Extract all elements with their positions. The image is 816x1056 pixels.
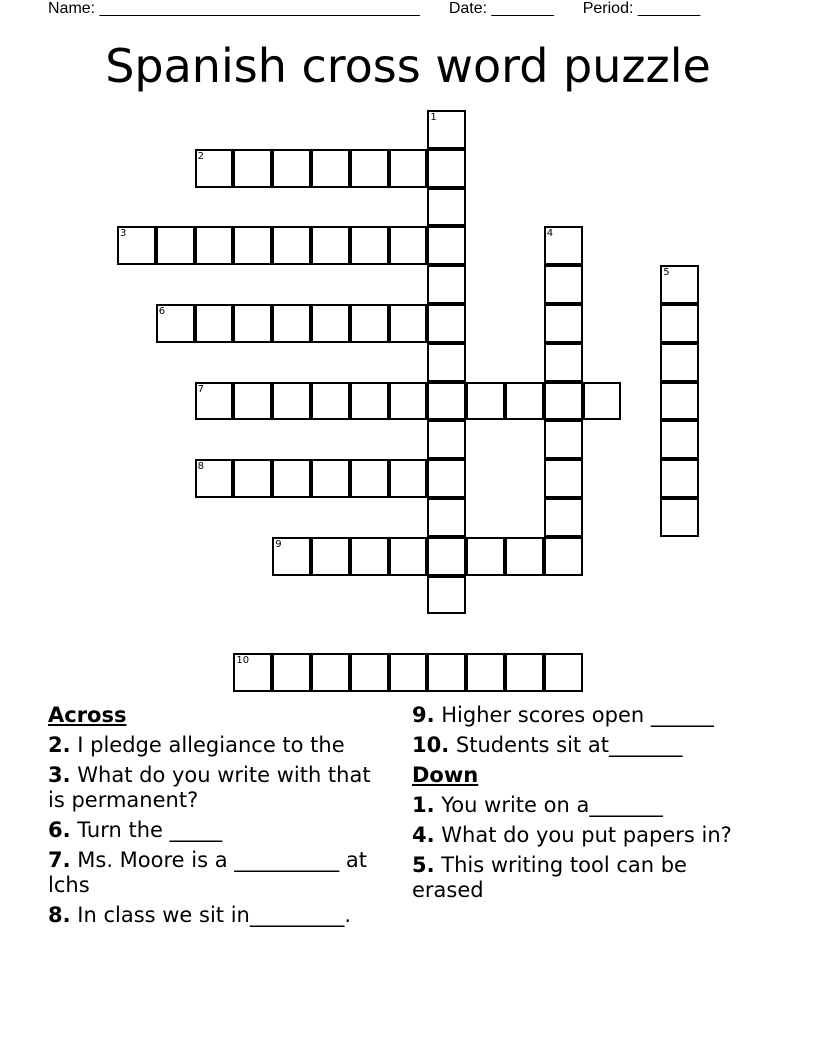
grid-cell[interactable] bbox=[350, 226, 389, 265]
clue-number: 1 bbox=[430, 112, 437, 123]
grid-cell[interactable] bbox=[272, 226, 311, 265]
grid-cell[interactable] bbox=[389, 226, 428, 265]
grid-cell[interactable] bbox=[505, 653, 544, 692]
grid-cell[interactable] bbox=[466, 653, 505, 692]
grid-cell[interactable] bbox=[660, 304, 699, 343]
grid-cell[interactable] bbox=[350, 304, 389, 343]
clue-across-7: 7. Ms. Moore is a __________ at lchs bbox=[48, 848, 368, 897]
grid-cell[interactable] bbox=[350, 382, 389, 421]
clue-across-8: 8. In class we sit in_________. bbox=[48, 903, 352, 927]
grid-cell[interactable] bbox=[195, 304, 234, 343]
grid-cell[interactable] bbox=[272, 304, 311, 343]
grid-cell[interactable] bbox=[427, 265, 466, 304]
clue-number: 6 bbox=[158, 306, 166, 317]
grid-cell[interactable] bbox=[311, 459, 350, 498]
grid-cell[interactable] bbox=[117, 226, 156, 265]
clue-number: 10 bbox=[236, 655, 250, 667]
clue-down-4: 4. What do you put papers in? bbox=[412, 823, 732, 847]
grid-cell[interactable] bbox=[272, 149, 311, 188]
grid-cell[interactable] bbox=[427, 576, 466, 615]
grid-cell[interactable] bbox=[389, 537, 428, 576]
grid-cell[interactable] bbox=[427, 304, 466, 343]
grid-cell[interactable] bbox=[350, 653, 389, 692]
grid-cell[interactable] bbox=[195, 382, 234, 421]
clue-number: 5 bbox=[663, 267, 670, 279]
grid-cell[interactable] bbox=[272, 382, 311, 421]
grid-cell[interactable] bbox=[350, 537, 389, 576]
grid-cell[interactable] bbox=[311, 304, 350, 343]
grid-cell[interactable] bbox=[233, 459, 272, 498]
clues-left-column bbox=[48, 703, 388, 933]
grid-cell[interactable] bbox=[583, 382, 622, 421]
clue-down-1: 1. You write on a_______ bbox=[412, 793, 663, 817]
grid-cell[interactable] bbox=[660, 382, 699, 421]
clue-across-9: 9. Higher scores open ______ bbox=[412, 703, 714, 727]
grid-cell[interactable] bbox=[660, 459, 699, 498]
grid-cell[interactable] bbox=[389, 304, 428, 343]
grid-cell[interactable] bbox=[156, 226, 195, 265]
grid-cell[interactable] bbox=[233, 304, 272, 343]
grid-cell[interactable] bbox=[544, 343, 583, 382]
grid-cell[interactable] bbox=[427, 188, 466, 227]
grid-cell[interactable] bbox=[660, 420, 699, 459]
grid-cell[interactable] bbox=[389, 653, 428, 692]
grid-cell[interactable] bbox=[427, 420, 466, 459]
grid-cell[interactable] bbox=[427, 343, 466, 382]
grid-cell[interactable] bbox=[272, 653, 311, 692]
clue-across-3: 3. What do you write with that is permanent? bbox=[48, 763, 371, 812]
grid-cell[interactable] bbox=[233, 382, 272, 421]
grid-cell[interactable] bbox=[427, 110, 466, 149]
grid-cell[interactable] bbox=[311, 149, 350, 188]
grid-cell[interactable] bbox=[427, 653, 466, 692]
grid-cell[interactable] bbox=[272, 459, 311, 498]
grid-cell[interactable] bbox=[195, 226, 234, 265]
clue-number: 3 bbox=[120, 228, 127, 240]
grid-cell[interactable] bbox=[233, 653, 272, 692]
grid-cell[interactable] bbox=[311, 382, 350, 421]
across-heading: Across bbox=[48, 703, 127, 727]
clue-number: 2 bbox=[197, 150, 204, 162]
clue-across-10: 10. Students sit at_______ bbox=[412, 733, 683, 757]
grid-cell[interactable] bbox=[389, 149, 428, 188]
grid-cell[interactable] bbox=[233, 149, 272, 188]
grid-cell[interactable] bbox=[233, 226, 272, 265]
grid-cell[interactable] bbox=[389, 459, 428, 498]
grid-cell[interactable] bbox=[660, 265, 699, 304]
grid-cell[interactable] bbox=[427, 537, 466, 576]
grid-cell[interactable] bbox=[311, 537, 350, 576]
grid-cell[interactable] bbox=[544, 498, 583, 537]
grid-cell[interactable] bbox=[544, 537, 583, 576]
clue-across-6: 6. Turn the _____ bbox=[48, 818, 223, 842]
grid-cell[interactable] bbox=[427, 459, 466, 498]
grid-cell[interactable] bbox=[544, 653, 583, 692]
grid-cell[interactable] bbox=[389, 382, 428, 421]
grid-cell[interactable] bbox=[544, 459, 583, 498]
clue-number: 4 bbox=[546, 228, 554, 240]
grid-cell[interactable] bbox=[544, 226, 583, 265]
date-field[interactable]: Date: _______ bbox=[448, 0, 554, 17]
down-heading: Down bbox=[412, 763, 479, 787]
grid-cell[interactable] bbox=[544, 420, 583, 459]
grid-cell[interactable] bbox=[311, 653, 350, 692]
clue-number: 7 bbox=[197, 383, 204, 395]
grid-cell[interactable] bbox=[660, 343, 699, 382]
grid-cell[interactable] bbox=[427, 226, 466, 265]
grid-cell[interactable] bbox=[195, 149, 234, 188]
grid-cell[interactable] bbox=[466, 382, 505, 421]
clues-right-column bbox=[412, 703, 752, 908]
grid-cell[interactable] bbox=[427, 498, 466, 537]
grid-cell[interactable] bbox=[195, 459, 234, 498]
clue-number: 9 bbox=[275, 538, 282, 550]
page-title: Spanish cross word puzzle bbox=[105, 39, 711, 93]
grid-cell[interactable] bbox=[544, 265, 583, 304]
grid-cell[interactable] bbox=[427, 382, 466, 421]
grid-cell[interactable] bbox=[660, 498, 699, 537]
grid-cell[interactable] bbox=[544, 382, 583, 421]
clue-number: 8 bbox=[197, 461, 204, 473]
grid-cell[interactable] bbox=[544, 304, 583, 343]
clue-down-5: 5. This writing tool can be erased bbox=[412, 853, 687, 902]
grid-cell[interactable] bbox=[311, 226, 350, 265]
grid-cell[interactable] bbox=[272, 537, 311, 576]
grid-cell[interactable] bbox=[427, 149, 466, 188]
grid-cell[interactable] bbox=[350, 149, 389, 188]
grid-cell[interactable] bbox=[156, 304, 195, 343]
grid-cell[interactable] bbox=[505, 537, 544, 576]
grid-cell[interactable] bbox=[466, 537, 505, 576]
name-field[interactable]: Name: ____________________________________ bbox=[48, 0, 420, 17]
clue-across-2: 2. I pledge allegiance to the bbox=[48, 733, 345, 757]
period-field[interactable]: Period: _______ bbox=[582, 0, 701, 17]
grid-cell[interactable] bbox=[350, 459, 389, 498]
grid-cell[interactable] bbox=[505, 382, 544, 421]
